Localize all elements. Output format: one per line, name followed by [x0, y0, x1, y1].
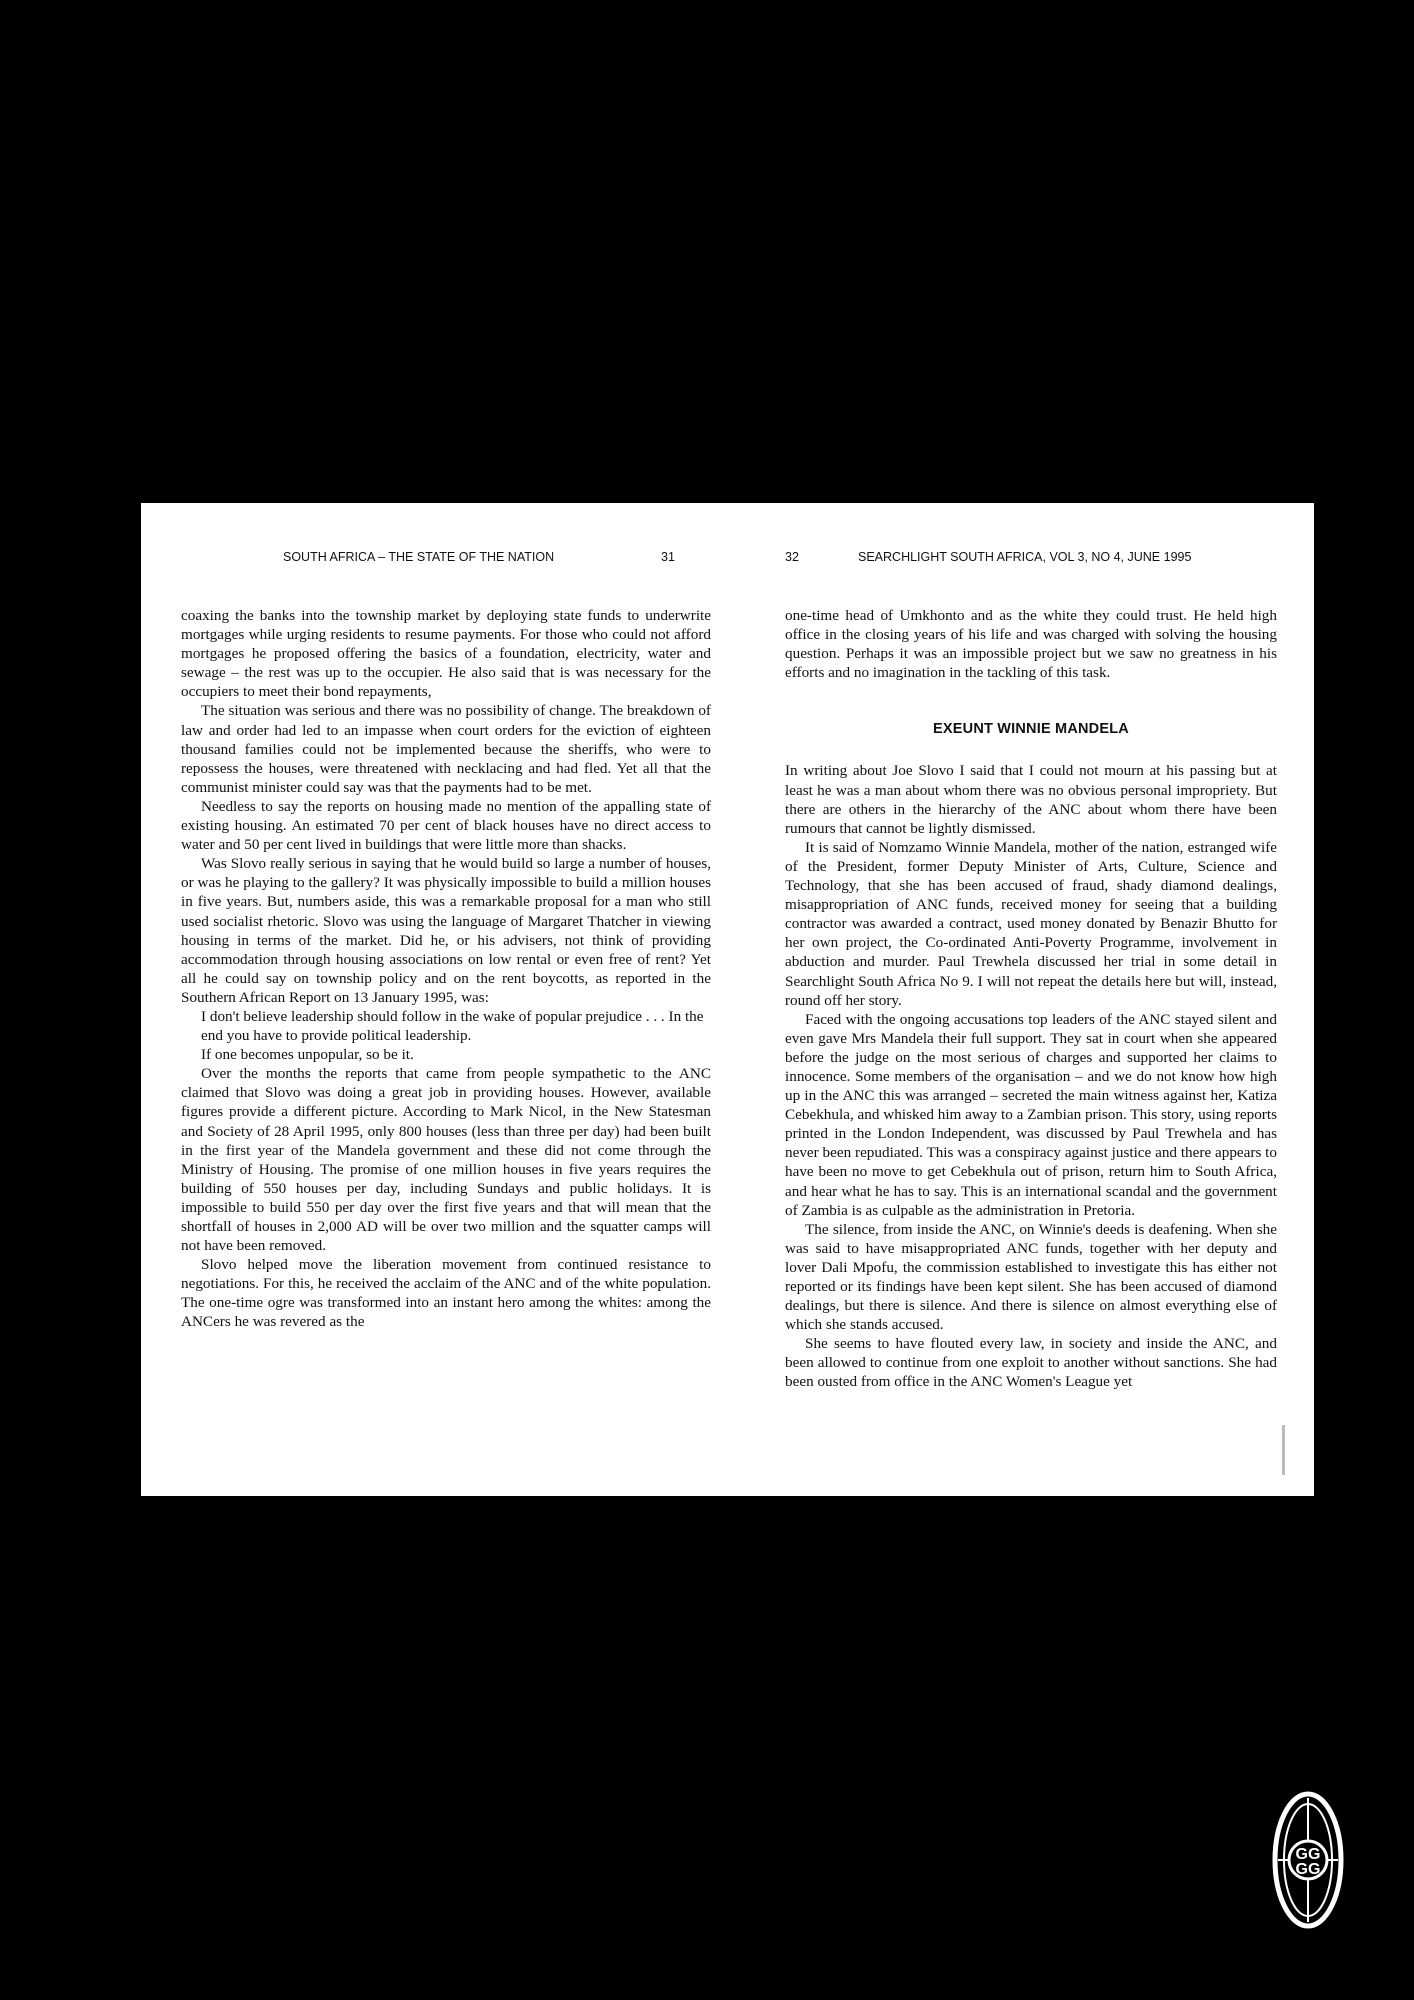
archive-seal-logo — [1271, 1790, 1345, 1930]
page-number: 32 — [785, 550, 799, 564]
block-quote — [181, 1007, 711, 1064]
paragraph: Was Slovo really serious in saying that he would build so large a number of houses, or was he playing to the gallery? It was physically impossible to build a million houses in five years. But, numbers aside, this was a remarkable proposal for a man who still used socialist rhetoric. Slovo was using the language of Margaret Thatcher in viewing housing in terms of the market. Did he, or his advisers, not think of providing accommodation through housing associations on low rental or even free of rent? Yet all he could say on township policy and on the rent boycotts, as reported in the Southern African Report on 13 January 1995, was: — [181, 855, 711, 1006]
paragraph: Slovo helped move the liberation movement from continued resistance to negotiations. For this, he received the acclaim of the ANC and of the white population. The one-time ogre was transformed into an instant hero among the whites: among the ANCers he was revered as the — [181, 1256, 711, 1331]
paragraph: Needless to say the reports on housing made no mention of the appalling state of existing housing. An estimated 70 per cent of black houses have no direct access to water and 50 per cent lived in buildings that were little more than shacks. — [181, 797, 711, 854]
paragraph: In writing about Joe Slovo I said that I could not mourn at his passing but at least he was a man about whom there was no obvious personal impropriety. But there are others in the hierarchy of the ANC about whom there have been rumours that cannot be lightly dismissed. — [785, 762, 1277, 837]
paragraph: The situation was serious and there was no possibility of change. The breakdown of law and order had led to an impasse when court orders for the eviction of eighteen thousand families could not be implemented because the sheriffs, who were to repossess the houses, were threatened with necklacing and had fled. Yet all that the communist minister could say was that the payments had to be met. — [181, 702, 711, 796]
page-edge-shadow — [1282, 1425, 1285, 1475]
paragraph: The silence, from inside the ANC, on Winnie's deeds is deafening. When she was said to have misappropriated ANC funds, together with her deputy and lover Dali Mpofu, the commission established to investigate this has either not reported or its findings have been kept silent. She has been accused of diamond dealings, but there is silence. And there is silence on almost everything else of which she stands accused. — [785, 1220, 1277, 1334]
section-heading: EXEUNT WINNIE MANDELA — [933, 721, 1129, 738]
running-title: SOUTH AFRICA – THE STATE OF THE NATION — [283, 550, 555, 564]
paragraph: Faced with the ongoing accusations top leaders of the ANC stayed silent and even gave Mrs Mandela their full support. They sat in court when she appeared before the judge on the most serious of charges and supported her claims to innocence. Some members of the organisation – and we do not know how high up in the ANC this was arranged – secreted the main witness against her, Katiza Cebekhula, and whisked him away to a Zambian prison. This story, using reports printed in the London Independent, was discussed by Paul Trewhela and has never been repudiated. This was a conspiracy against justice and there appears to have been no move to get Cebekhula out of prison, return him to South Africa, and hear what he has to say. This is an international scandal and the government of Zambia is as culpable as the administration in Pretoria. — [785, 1010, 1277, 1219]
paragraph: one-time head of Umkhonto and as the white they could trust. He held high office in the closing years of his life and was charged with solving the housing question. Perhaps it was an impossible project but we saw no greatness in his efforts and no imagination in the tackling of this task. — [785, 607, 1277, 682]
paragraph: coaxing the banks into the township market by deploying state funds to underwrite mortgages while urging residents to resume payments. For those who could not afford mortgages he proposed offering the basics of a foundation, electricity, water and sewage – the rest was up to the occupier. He also said that is was necessary for the occupiers to meet their bond repayments, — [181, 607, 711, 701]
right-page-body — [785, 606, 1277, 1392]
svg-text:GG: GG — [1295, 1861, 1321, 1878]
paragraph: It is said of Nomzamo Winnie Mandela, mother of the nation, estranged wife of the President, former Deputy Minister of Arts, Culture, Science and Technology, that she has been accused of fraud, shady diamond dealings, misappropriation of ANC funds, received money for seeing that a building contractor was awarded a contract, used money donated by Benazir Bhutto for her own project, the Co-ordinated Anti-Poverty Programme, involvement in abduction and murder. Paul Trewhela discussed her trial in some detail in Searchlight South Africa No 9. I will not repeat the details here but will, instead, round off her story. — [785, 838, 1277, 1009]
left-page-body — [181, 606, 711, 1332]
quote-line: I don't believe leadership should follow in the wake of popular prejudice . . . In the end you have to provide political leadership. — [201, 1007, 704, 1045]
running-title: SEARCHLIGHT SOUTH AFRICA, VOL 3, NO 4, JUNE 1995 — [858, 550, 1192, 564]
left-page — [181, 503, 711, 1496]
right-page — [785, 503, 1277, 1496]
svg-text:GG: GG — [1295, 1846, 1321, 1863]
seal-icon — [1271, 1790, 1345, 1930]
quote-line: If one becomes unpopular, so be it. — [201, 1046, 414, 1064]
paragraph: She seems to have flouted every law, in society and inside the ANC, and been allowed to continue from one exploit to another without sanctions. She had been ousted from office in the ANC Women's League yet — [785, 1335, 1277, 1391]
left-page-header — [181, 550, 711, 568]
paragraph: Over the months the reports that came from people sympathetic to the ANC claimed that Slovo was doing a great job in providing houses. However, available figures provide a different picture. According to Mark Nicol, in the New Statesman and Society of 28 April 1995, only 800 houses (less than three per day) had been built in the first year of the Mandela government and these did not come through the Ministry of Housing. The promise of one million houses in five years requires the building of 550 houses per day, including Sundays and public holidays. It is impossible to build 550 per day over the first five years and that will mean that the shortfall of houses in 2,000 AD will be over two million and the squatter camps will not have been removed. — [181, 1065, 711, 1255]
right-page-header — [785, 550, 1277, 568]
page-number: 31 — [661, 550, 675, 564]
book-spread — [141, 503, 1314, 1496]
